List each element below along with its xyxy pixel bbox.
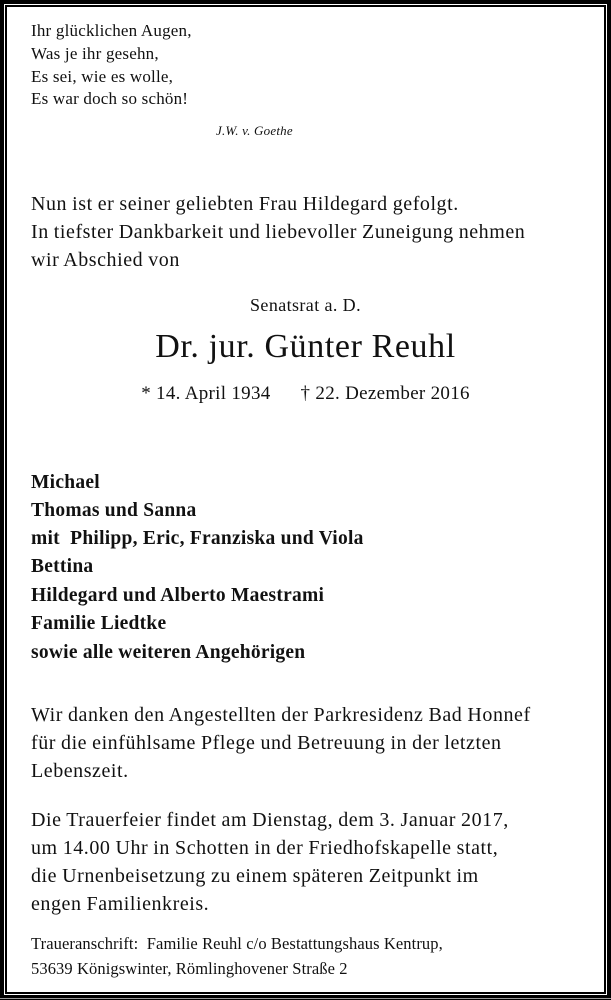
intro-line: In tiefster Dankbarkeit und liebevoller Zuneigung nehmen	[31, 221, 526, 243]
birth-date: * 14. April 1934	[141, 383, 271, 404]
mourner: Bettina	[31, 556, 94, 577]
thanks-line: für die einfühlsame Pflege und Betreuung in der letzten	[31, 732, 502, 754]
poem-line: Es war doch so schön!	[31, 89, 189, 108]
mourner: Hildegard und Alberto Maestrami	[31, 585, 325, 606]
thanks-line: Wir danken den Angestellten der Parkresidenz Bad Honnef	[31, 704, 531, 726]
intro-line: Nun ist er seiner geliebten Frau Hildegard gefolgt.	[31, 193, 459, 215]
address-line: 53639 Königswinter, Römlinghovener Straße 2	[31, 959, 348, 978]
deceased-title: Senatsrat a. D.	[250, 295, 361, 315]
poem-line: Was je ihr gesehn,	[31, 44, 159, 63]
service-line: um 14.00 Uhr in Schotten in der Friedhofskapelle statt,	[31, 837, 499, 859]
poem-attribution: J.W. v. Goethe	[216, 123, 293, 138]
mourner: Thomas und Sanna	[31, 500, 197, 521]
poem-line: Ihr glücklichen Augen,	[31, 21, 192, 40]
mourner: mit Philipp, Eric, Franziska und Viola	[31, 528, 364, 549]
thanks-line: Lebenszeit.	[31, 760, 129, 782]
mourner: Michael	[31, 472, 100, 493]
service-line: die Urnenbeisetzung zu einem späteren Zeitpunkt im	[31, 865, 479, 887]
service-line: Die Trauerfeier findet am Dienstag, dem 3. Januar 2017,	[31, 809, 509, 831]
deceased-name: Dr. jur. Günter Reuhl	[155, 328, 456, 365]
mourner: Familie Liedtke	[31, 613, 167, 634]
border-edge	[0, 998, 611, 999]
intro-line: wir Abschied von	[31, 249, 180, 271]
poem-line: Es sei, wie es wolle,	[31, 67, 174, 86]
address-line: Traueranschrift: Familie Reuhl c/o Bestattungshaus Kentrup,	[31, 934, 443, 953]
death-date: † 22. Dezember 2016	[300, 383, 470, 404]
service-line: engen Familienkreis.	[31, 893, 210, 915]
life-dates	[0, 384, 611, 403]
mourner: sowie alle weiteren Angehörigen	[31, 642, 306, 663]
